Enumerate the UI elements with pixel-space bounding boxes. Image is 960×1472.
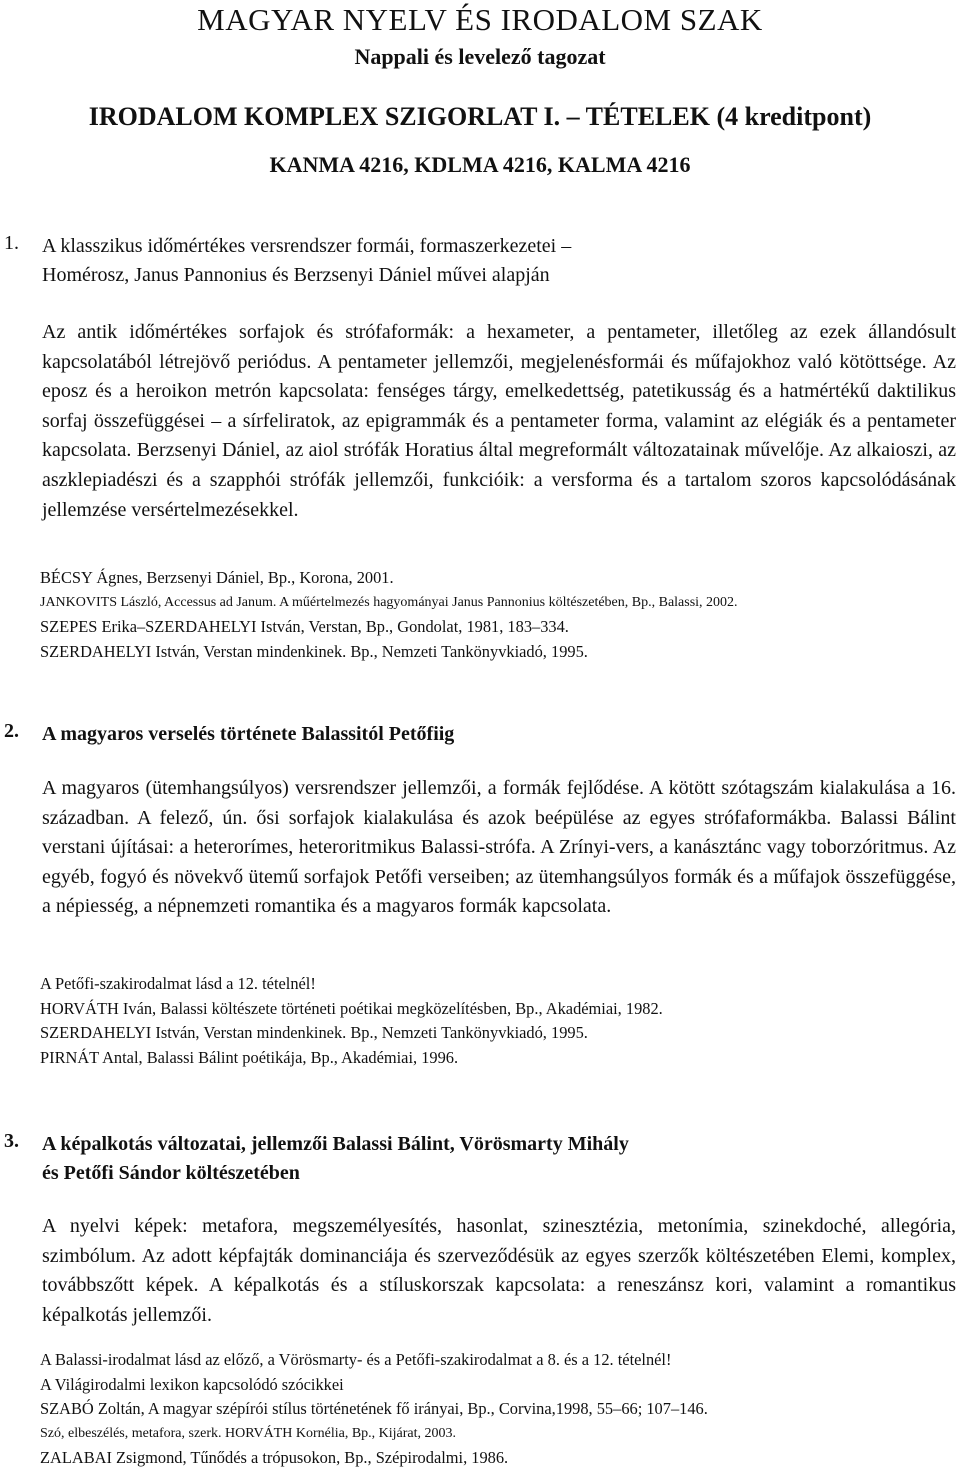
section-title-line: A magyaros verselés története Balassitól Petőfiig — [42, 723, 455, 745]
section-body: A nyelvi képek: metafora, megszemélyesítés, hasonlat, szinesztézia, metonímia, szinekdoché, allegória, szimbólum. Az adott képfajták dominanciája és szerveződésük az egyes szerzők költészetében Elemi, komplex, továbbszőtt képek. A képalkotás és a stíluskorszak kapcsolata: a reneszánsz kori, valamint a romantikus képalkotás jellemzői. — [42, 1215, 956, 1326]
reference-item: HORVÁTH Iván, Balassi költészete történeti poétikai megközelítésben, Bp., Akadémiai, 1982. — [40, 998, 663, 1018]
reference-item: SZEPES Erika–SZERDAHELYI István, Verstan, Bp., Gondolat, 1981, 183–334. — [40, 617, 569, 637]
reference-list — [40, 972, 956, 1070]
reference-list — [40, 1348, 956, 1471]
section-title-line: és Petőfi Sándor költészetében — [42, 1162, 300, 1184]
reference-item: ZALABAI Zsigmond, Tűnődés a trópusokon, Bp., Szépirodalmi, 1986. — [40, 1448, 509, 1468]
section-number: 1. — [4, 232, 19, 254]
reference-item: JANKOVITS László, Accessus ad Janum. A műértelmezés hagyományai Janus Pannonius költészetében, Bp., Balassi, 2002. — [40, 594, 738, 610]
section-body: Az antik időmértékes sorfajok és strófaformák: a hexameter, a pentameter, illetőleg az ezek állandósult kapcsolatából létrejövő periódus. A pentameter jellemzői, megjelenésformái és műfajokhoz való kötöttsége. Az eposz és a heroikon metrón kapcsolata: fenséges tárgy, emelkedettség, patetikusság és a hatmértékű daktilikus sorfaj összefüggései – a sírfeliratok, az epigrammák és a pentameter forma, valamint az elégiák és a pentameter kapcsolata. Berzsenyi Dániel, az aiol strófák Horatius által megreformált változatainak művelője. Az alkaioszi, az aszklepiadészi és a szapphói strófák jellemzői, funkcióik: a versforma és a tartalom szoros kapcsolódásának jellemzése versértelmezésekkel. — [42, 321, 956, 521]
reference-item: SZERDAHELYI István, Verstan mindenkinek. Bp., Nemzeti Tankönyvkiadó, 1995. — [40, 641, 588, 661]
section-number: 3. — [4, 1130, 19, 1152]
section-number: 2. — [4, 720, 19, 742]
reference-item: Szó, elbeszélés, metafora, szerk. HORVÁTH Kornélia, Bp., Kijárat, 2003. — [40, 1425, 457, 1441]
section-title-line: Homérosz, Janus Pannonius és Berzsenyi Dániel művei alapján — [42, 264, 550, 286]
section-title-line: A képalkotás változatai, jellemzői Balassi Bálint, Vörösmarty Mihály — [42, 1133, 629, 1155]
section-title — [42, 720, 942, 749]
reference-item: PIRNÁT Antal, Balassi Bálint poétikája, Bp., Akadémiai, 1996. — [40, 1047, 459, 1067]
course-codes: KANMA 4216, KDLMA 4216, KALMA 4216 — [269, 152, 691, 177]
reference-item: SZERDAHELYI István, Verstan mindenkinek. Bp., Nemzeti Tankönyvkiadó, 1995. — [40, 1023, 588, 1043]
reference-item: BÉCSY Ágnes, Berzsenyi Dániel, Bp., Korona, 2001. — [40, 568, 394, 587]
document-title: MAGYAR NYELV ÉS IRODALOM SZAK — [197, 2, 763, 37]
section-title-line: A klasszikus időmértékes versrendszer formái, formaszerkezetei – — [42, 235, 572, 257]
exam-title: IRODALOM KOMPLEX SZIGORLAT I. – TÉTELEK (4 kreditpont) — [88, 102, 872, 131]
reference-item: A Balassi-irodalmat lásd az előző, a Vörösmarty- és a Petőfi-szakirodalmat a 8. és a 12. tételnél! — [40, 1350, 672, 1369]
reference-item: SZABÓ Zoltán, A magyar szépírói stílus történetének fő irányai, Bp., Corvina,1998, 55–66; 107–146. — [40, 1399, 708, 1419]
reference-item: A Petőfi-szakirodalmat lásd a 12. tételnél! — [40, 974, 316, 993]
section-body: A magyaros (ütemhangsúlyos) versrendszer jellemzői, a formák fejlődése. A kötött szótagszám kialakulása a 16. században. A felező, ún. ősi sorfajok kialakulása és azok beépülése az egyes strófaformákba. Balassi Bálint verstani újításai: a heterorímes, heteroritmikus Balassi-strófa. A Zrínyi-vers, a kanásztánc vagy toborzóritmus. Az egyéb, fogyó és növekvő ütemű sorfajok Petőfi verseiben; az ütemhangsúlyos formák és a műfajok összefüggése, a népiesség, a népnemzeti romantika és a magyaros formák kapcsolata. — [42, 777, 956, 918]
section-title — [42, 1130, 942, 1188]
reference-item: A Világirodalmi lexikon kapcsolódó szócikkei — [40, 1374, 344, 1394]
document-subtitle: Nappali és levelező tagozat — [354, 44, 606, 69]
reference-list — [40, 566, 956, 664]
section-title — [42, 232, 942, 290]
